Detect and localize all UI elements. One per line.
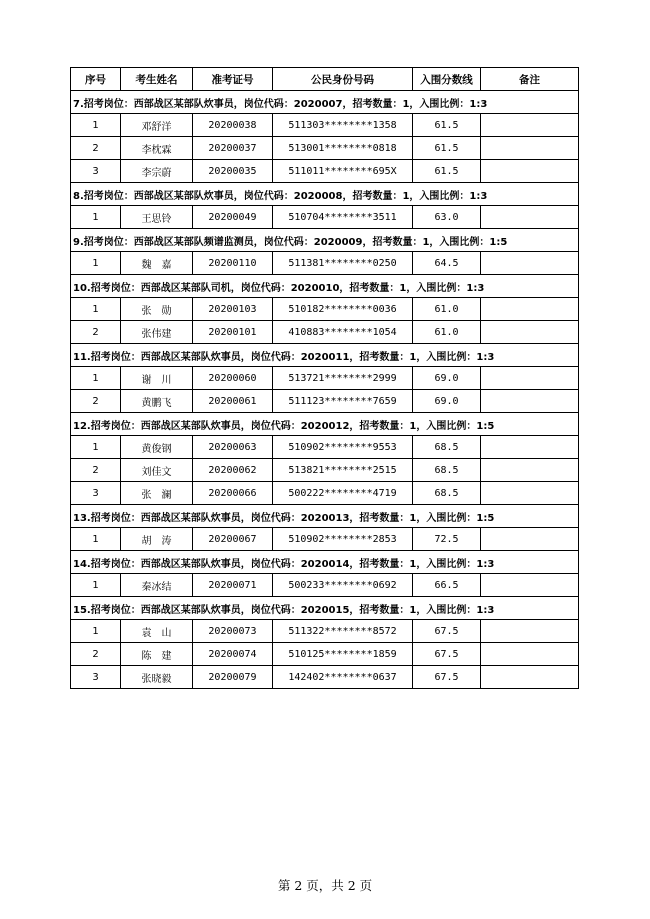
cell-id-number: 513001********0818: [273, 137, 413, 160]
cell-score: 68.5: [413, 436, 481, 459]
cell-score: 69.0: [413, 390, 481, 413]
cell-seq: 3: [71, 666, 121, 689]
section-header-row: [71, 183, 579, 206]
cell-seq: 1: [71, 436, 121, 459]
cell-score: 67.5: [413, 666, 481, 689]
cell-seq: 3: [71, 482, 121, 505]
table-row: [71, 643, 579, 666]
cell-note: [481, 436, 579, 459]
cell-name: 张晓毅: [121, 666, 193, 689]
cell-seq: 1: [71, 252, 121, 275]
cell-id-number: 511303********1358: [273, 114, 413, 137]
section-title: 14.招考岗位：西部战区某部队炊事员，岗位代码：2020014，招考数量：1，入围比例：1:3: [71, 551, 579, 574]
cell-exam-id: 20200060: [193, 367, 273, 390]
table-row: [71, 298, 579, 321]
cell-id-number: 500233********0692: [273, 574, 413, 597]
cell-id-number: 510704********3511: [273, 206, 413, 229]
cell-id-number: 142402********0637: [273, 666, 413, 689]
cell-id-number: 510902********2853: [273, 528, 413, 551]
cell-note: [481, 643, 579, 666]
cell-id-number: 410883********1054: [273, 321, 413, 344]
table-row: [71, 666, 579, 689]
header-row: [71, 68, 579, 91]
cell-note: [481, 206, 579, 229]
cell-seq: 1: [71, 298, 121, 321]
cell-score: 61.5: [413, 114, 481, 137]
cell-note: [481, 160, 579, 183]
cell-id-number: 500222********4719: [273, 482, 413, 505]
cell-name: 秦冰结: [121, 574, 193, 597]
cell-name: 刘佳文: [121, 459, 193, 482]
cell-id-number: 510902********9553: [273, 436, 413, 459]
section-header-row: [71, 91, 579, 114]
section-title: 10.招考岗位：西部战区某部队司机，岗位代码：2020010，招考数量：1，入围比例：1:3: [71, 275, 579, 298]
cell-note: [481, 666, 579, 689]
cell-id-number: 513821********2515: [273, 459, 413, 482]
section-header-row: [71, 344, 579, 367]
header-cell-name: 考生姓名: [121, 68, 193, 91]
table-row: [71, 620, 579, 643]
cell-id-number: 510182********0036: [273, 298, 413, 321]
section-header-row: [71, 413, 579, 436]
cell-name: 李枕霖: [121, 137, 193, 160]
cell-note: [481, 252, 579, 275]
candidate-table: [70, 67, 579, 689]
cell-exam-id: 20200066: [193, 482, 273, 505]
section-header-row: [71, 275, 579, 298]
cell-score: 61.5: [413, 160, 481, 183]
section-title: 12.招考岗位：西部战区某部队炊事员，岗位代码：2020012，招考数量：1，入围比例：1:5: [71, 413, 579, 436]
cell-id-number: 510125********1859: [273, 643, 413, 666]
cell-seq: 1: [71, 620, 121, 643]
cell-name: 王思铃: [121, 206, 193, 229]
page-footer: 第 2 页，共 2 页: [277, 878, 373, 893]
cell-note: [481, 574, 579, 597]
cell-note: [481, 482, 579, 505]
cell-note: [481, 321, 579, 344]
cell-score: 61.0: [413, 321, 481, 344]
table-row: [71, 459, 579, 482]
cell-seq: 3: [71, 160, 121, 183]
cell-name: 黄俊钢: [121, 436, 193, 459]
section-header-row: [71, 551, 579, 574]
cell-note: [481, 298, 579, 321]
cell-name: 张伟建: [121, 321, 193, 344]
cell-exam-id: 20200074: [193, 643, 273, 666]
cell-id-number: 511123********7659: [273, 390, 413, 413]
cell-exam-id: 20200079: [193, 666, 273, 689]
table-row: [71, 436, 579, 459]
cell-seq: 1: [71, 528, 121, 551]
section-title: 9.招考岗位：西部战区某部队频谱监测员，岗位代码：2020009，招考数量：1，入围比例：1:5: [71, 229, 579, 252]
section-header-row: [71, 229, 579, 252]
cell-name: 邓舒洋: [121, 114, 193, 137]
cell-score: 61.5: [413, 137, 481, 160]
cell-score: 63.0: [413, 206, 481, 229]
cell-exam-id: 20200061: [193, 390, 273, 413]
section-title: 8.招考岗位：西部战区某部队炊事员，岗位代码：2020008，招考数量：1，入围比例：1:3: [71, 183, 579, 206]
table-row: [71, 206, 579, 229]
cell-exam-id: 20200035: [193, 160, 273, 183]
cell-exam-id: 20200037: [193, 137, 273, 160]
cell-id-number: 511381********0250: [273, 252, 413, 275]
cell-exam-id: 20200063: [193, 436, 273, 459]
header-cell-seq: 序号: [71, 68, 121, 91]
cell-note: [481, 367, 579, 390]
cell-score: 67.5: [413, 620, 481, 643]
cell-note: [481, 114, 579, 137]
cell-exam-id: 20200062: [193, 459, 273, 482]
table-row: [71, 528, 579, 551]
cell-score: 61.0: [413, 298, 481, 321]
cell-exam-id: 20200101: [193, 321, 273, 344]
cell-note: [481, 390, 579, 413]
cell-name: 陈 建: [121, 643, 193, 666]
cell-seq: 1: [71, 206, 121, 229]
section-header-row: [71, 597, 579, 620]
table-row: [71, 574, 579, 597]
section-header-row: [71, 505, 579, 528]
header-cell-note: 备注: [481, 68, 579, 91]
cell-name: 张 澜: [121, 482, 193, 505]
cell-name: 胡 涛: [121, 528, 193, 551]
table-row: [71, 252, 579, 275]
cell-id-number: 513721********2999: [273, 367, 413, 390]
cell-score: 67.5: [413, 643, 481, 666]
cell-score: 66.5: [413, 574, 481, 597]
table-row: [71, 160, 579, 183]
cell-id-number: 511322********8572: [273, 620, 413, 643]
section-title: 7.招考岗位：西部战区某部队炊事员，岗位代码：2020007，招考数量：1，入围比例：1:3: [71, 91, 579, 114]
cell-note: [481, 528, 579, 551]
cell-note: [481, 459, 579, 482]
table-row: [71, 390, 579, 413]
cell-seq: 1: [71, 367, 121, 390]
cell-seq: 2: [71, 390, 121, 413]
section-title: 11.招考岗位：西部战区某部队炊事员，岗位代码：2020011，招考数量：1，入围比例：1:3: [71, 344, 579, 367]
cell-note: [481, 137, 579, 160]
table-row: [71, 114, 579, 137]
cell-exam-id: 20200110: [193, 252, 273, 275]
cell-score: 68.5: [413, 482, 481, 505]
section-title: 13.招考岗位：西部战区某部队炊事员，岗位代码：2020013，招考数量：1，入围比例：1:5: [71, 505, 579, 528]
cell-name: 张 勋: [121, 298, 193, 321]
cell-score: 68.5: [413, 459, 481, 482]
cell-name: 黄鹏飞: [121, 390, 193, 413]
table-row: [71, 321, 579, 344]
header-cell-score: 入围分数线: [413, 68, 481, 91]
cell-seq: 2: [71, 643, 121, 666]
table-row: [71, 482, 579, 505]
section-title: 15.招考岗位：西部战区某部队炊事员，岗位代码：2020015，招考数量：1，入围比例：1:3: [71, 597, 579, 620]
cell-seq: 2: [71, 321, 121, 344]
cell-seq: 2: [71, 459, 121, 482]
table-body: [71, 91, 579, 689]
cell-name: 谢 川: [121, 367, 193, 390]
cell-seq: 1: [71, 114, 121, 137]
cell-exam-id: 20200067: [193, 528, 273, 551]
table-row: [71, 367, 579, 390]
cell-note: [481, 620, 579, 643]
cell-score: 69.0: [413, 367, 481, 390]
cell-name: 袁 山: [121, 620, 193, 643]
cell-score: 64.5: [413, 252, 481, 275]
cell-name: 李宗蔚: [121, 160, 193, 183]
cell-exam-id: 20200038: [193, 114, 273, 137]
header-cell-exam-id: 准考证号: [193, 68, 273, 91]
cell-seq: 1: [71, 574, 121, 597]
cell-exam-id: 20200103: [193, 298, 273, 321]
cell-exam-id: 20200049: [193, 206, 273, 229]
cell-exam-id: 20200073: [193, 620, 273, 643]
cell-name: 魏 嘉: [121, 252, 193, 275]
header-cell-id-number: 公民身份号码: [273, 68, 413, 91]
cell-score: 72.5: [413, 528, 481, 551]
cell-seq: 2: [71, 137, 121, 160]
table-row: [71, 137, 579, 160]
cell-id-number: 511011********695X: [273, 160, 413, 183]
cell-exam-id: 20200071: [193, 574, 273, 597]
